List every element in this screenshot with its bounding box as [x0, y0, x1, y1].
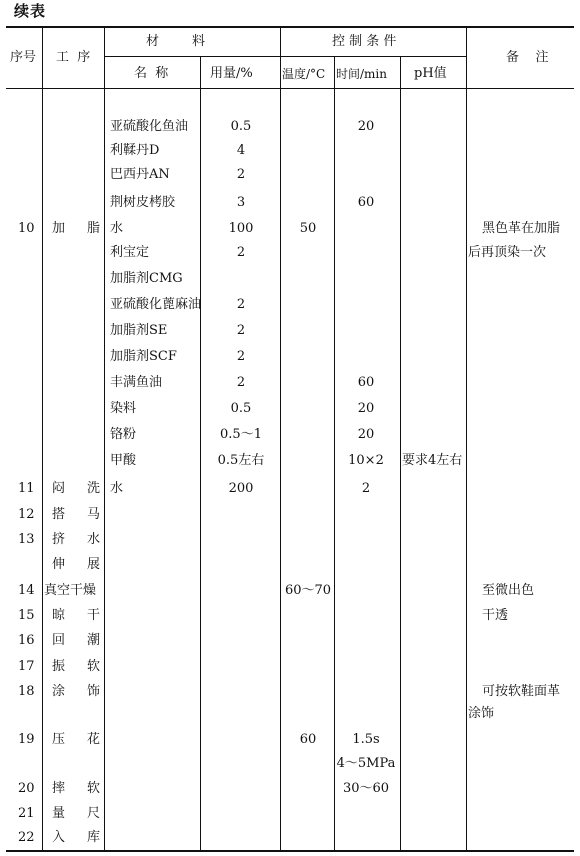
step-process-char: 晾 [52, 608, 66, 623]
material-time: 60 [357, 195, 375, 210]
step-process-char: 涂 [52, 684, 66, 699]
header-time: 时间/min [336, 67, 387, 81]
step-process-char: 马 [86, 507, 100, 522]
step-process-char: 压 [52, 732, 66, 747]
step11-process [52, 481, 100, 497]
step-process [52, 532, 100, 548]
material-name: 加脂剂CMG [110, 271, 183, 286]
material-amount: 2 [236, 349, 246, 364]
step-process-char: 饰 [86, 684, 100, 699]
step-no: 20 [18, 781, 35, 796]
step10-process-char-2: 脂 [86, 221, 100, 236]
header-process: 工 序 [56, 50, 91, 65]
header-no: 序号 [10, 50, 37, 65]
step-process-char: 潮 [86, 633, 100, 648]
step-temp: 60～70 [284, 583, 332, 598]
step-no: 15 [18, 608, 35, 623]
step-process-char: 软 [86, 659, 100, 674]
step-time: 30～60 [342, 781, 390, 796]
col-rule-2 [104, 26, 105, 851]
step-no: 18 [18, 684, 35, 699]
material-temp: 50 [299, 221, 317, 236]
step-process [52, 684, 100, 700]
step-process-char: 回 [52, 633, 66, 648]
material-name: 亚硫酸化鱼油 [110, 119, 189, 134]
step-process [52, 806, 100, 822]
step10-no: 10 [18, 221, 35, 236]
step10-process-char-1: 加 [52, 221, 66, 236]
step-temp: 60 [299, 732, 317, 747]
header-amount: 用量/% [210, 66, 253, 81]
step11-amount: 200 [228, 481, 254, 496]
material-amount: 2 [236, 323, 246, 338]
material-amount: 100 [228, 221, 254, 236]
process-table [6, 26, 574, 852]
step-no: 21 [18, 806, 35, 821]
material-name: 巴西丹AN [110, 167, 170, 182]
material-amount: 0.5左右 [217, 453, 265, 468]
material-ph: 要求4左右 [402, 453, 463, 468]
step-process-char: 搭 [52, 507, 66, 522]
table-top-rule [6, 26, 574, 28]
step-process-char: 展 [86, 557, 100, 572]
material-name: 加脂剂SCF [110, 349, 177, 364]
step-time: 1.5s [352, 732, 380, 747]
step-process-char: 挤 [52, 532, 66, 547]
material-name: 铬粉 [110, 427, 137, 442]
material-amount: 2 [236, 167, 246, 182]
material-amount: 0.5 [230, 401, 252, 416]
material-time: 20 [357, 427, 375, 442]
header-note: 备 注 [506, 50, 549, 65]
step-process [52, 507, 100, 523]
material-time: 60 [357, 375, 375, 390]
material-name: 亚硫酸化蓖麻油 [110, 297, 202, 312]
step-process-char: 入 [52, 830, 66, 845]
step10-note-line2: 后再顶染一次 [468, 245, 547, 260]
material-time: 20 [357, 119, 375, 134]
header-materials: 材 料 [146, 34, 206, 49]
step-no: 12 [18, 507, 35, 522]
step-process [52, 608, 100, 624]
step-note-line2: 涂饰 [468, 706, 495, 721]
material-name: 利宝定 [110, 245, 150, 260]
step-process [52, 830, 100, 846]
material-amount: 2 [236, 245, 246, 260]
step-process-char: 软 [86, 781, 100, 796]
header-ph: pH值 [414, 66, 447, 81]
material-amount: 4 [236, 143, 246, 158]
step-no: 19 [18, 732, 35, 747]
material-name: 利鞣丹D [110, 143, 160, 158]
step-process: 真空干燥 [44, 583, 97, 598]
col-rule-1 [42, 26, 43, 851]
step11-time: 2 [361, 481, 371, 496]
material-name: 水 [110, 221, 124, 236]
step-process-char: 量 [52, 806, 66, 821]
step-no: 13 [18, 532, 35, 547]
step-process [52, 557, 100, 573]
material-time: 10×2 [348, 453, 384, 468]
step-no: 14 [18, 583, 35, 598]
step-process-char: 摔 [52, 781, 66, 796]
col-rule-7 [466, 26, 467, 851]
header-bottom-rule [6, 88, 574, 89]
subheader-rule [104, 56, 466, 57]
step11-material: 水 [110, 481, 124, 496]
step-no: 16 [18, 633, 35, 648]
step-note: 干透 [482, 608, 509, 623]
step-process-char: 库 [86, 830, 100, 845]
step-process [52, 732, 100, 748]
step-process-char: 花 [86, 732, 100, 747]
header-conditions: 控 制 条 件 [332, 34, 397, 49]
step-process [52, 633, 100, 649]
step-process [52, 781, 100, 797]
header-material-name: 名 称 [134, 66, 169, 81]
material-time: 20 [357, 401, 375, 416]
step-note-line1: 可按软鞋面革 [482, 684, 561, 699]
material-amount: 3 [236, 195, 246, 210]
step-time: 4～5MPa [336, 756, 396, 771]
step-process-char: 干 [86, 608, 100, 623]
material-amount: 0.5～1 [220, 427, 262, 442]
material-amount: 2 [236, 297, 246, 312]
material-name: 甲酸 [110, 453, 137, 468]
step11-process-char-2: 洗 [86, 481, 100, 496]
step-note: 至微出色 [482, 583, 535, 598]
step10-note-line1: 黑色革在加脂 [482, 221, 561, 236]
material-name: 染料 [110, 401, 137, 416]
step-no: 17 [18, 659, 35, 674]
header-temp: 温度/°C [282, 67, 326, 81]
step10-process [52, 221, 100, 237]
material-name: 加脂剂SE [110, 323, 168, 338]
col-rule-6 [400, 56, 401, 851]
step11-process-char-1: 闷 [52, 481, 66, 496]
step-process-char: 振 [52, 659, 66, 674]
step-process-char: 尺 [86, 806, 100, 821]
step11-no: 11 [18, 481, 35, 496]
material-amount: 2 [236, 375, 246, 390]
material-name: 荆树皮栲胶 [110, 195, 176, 210]
step-no: 22 [18, 830, 35, 845]
material-amount: 0.5 [230, 119, 252, 134]
step-process [52, 659, 100, 675]
material-name: 丰满鱼油 [110, 375, 163, 390]
step-process-char: 伸 [52, 557, 66, 572]
page-title: 续表 [14, 2, 47, 20]
table-bottom-rule [6, 850, 574, 852]
step-process-char: 水 [86, 532, 100, 547]
